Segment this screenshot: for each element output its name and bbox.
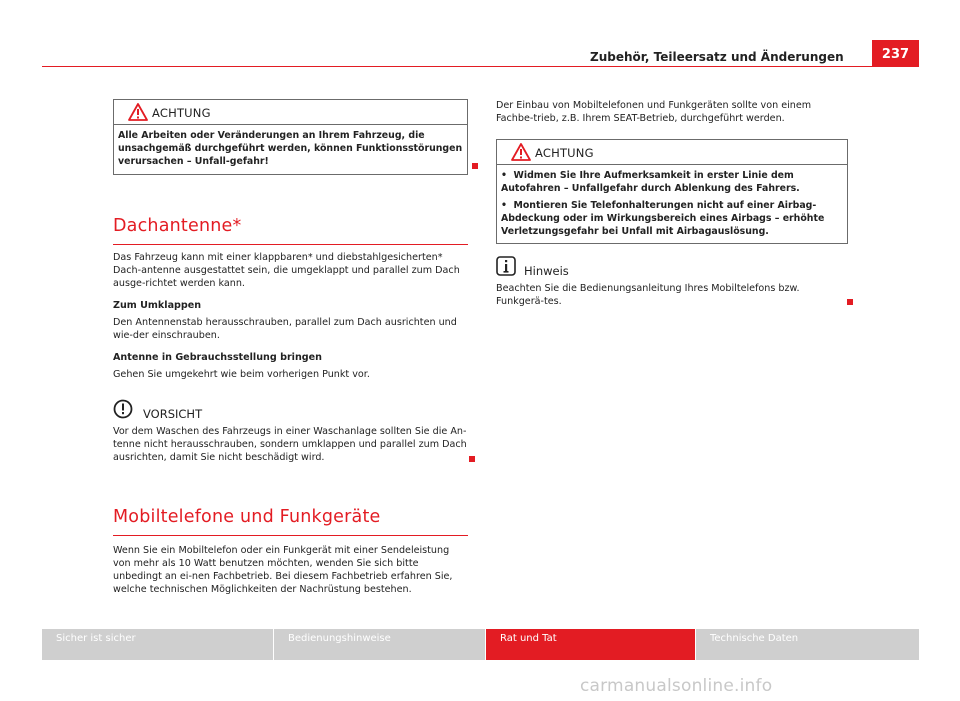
caution-title: VORSICHT (143, 407, 203, 421)
section-divider (113, 244, 468, 245)
header-divider (42, 66, 919, 67)
warning-triangle-icon (128, 103, 148, 121)
right-column (496, 99, 848, 307)
end-marker-icon (847, 299, 853, 305)
warning-triangle-icon (511, 143, 531, 161)
footer-tab-sicher[interactable]: Sicher ist sicher (42, 629, 273, 660)
page-number: 237 (872, 40, 919, 66)
warning-title: ACHTUNG (152, 106, 211, 120)
end-marker-icon (472, 163, 478, 169)
bullet-icon: • (501, 170, 507, 181)
section-divider (113, 535, 468, 536)
footer-tab-bedienung[interactable]: Bedienungshinweise (274, 629, 485, 660)
subheading-umklappen: Zum Umklappen (113, 300, 202, 311)
paragraph-dachantenne-intro: Das Fahrzeug kann mit einer klappbaren* und diebstahlgesicherten* Dach-antenne ausgestattet sein, die umgeklappt und parallel zum Dach ausge-richtet werden kann. (113, 252, 460, 289)
bullet-icon: • (501, 200, 507, 211)
left-column (113, 99, 468, 595)
page-header-title: Zubehör, Teileersatz und Änderungen (590, 50, 844, 64)
subheading-gebrauchsstellung: Antenne in Gebrauchsstellung bringen (113, 352, 322, 363)
footer-tab-technische-daten[interactable]: Technische Daten (696, 629, 919, 660)
paragraph-umklappen: Den Antennenstab herausschrauben, parallel zum Dach ausrichten und wie-der einschrauben. (113, 317, 457, 341)
paragraph-einbau: Der Einbau von Mobiltelefonen und Funkgeräten sollte von einem Fachbe-trieb, z.B. Ihrem SEAT-Betrieb, durchgeführt werden. (496, 100, 812, 124)
paragraph-mobiltelefone: Wenn Sie ein Mobiltelefon oder ein Funkgerät mit einer Sendeleistung von mehr als 10 Watt benutzen möchten, wenden Sie sich bitte unbedingt an ei-nen Fachbetrieb. Bei diesem Fachbetrieb erfahren Sie, welche technischen Möglichkeiten der Nachrüstung bestehen. (113, 545, 453, 595)
warning-title: ACHTUNG (535, 146, 594, 160)
warning-box-achtung-2 (496, 139, 848, 244)
notice-text: Beachten Sie die Bedienungsanleitung Ihres Mobiltelefons bzw. Funkgerä-tes. (496, 283, 800, 307)
section-heading-dachantenne: Dachantenne* (113, 216, 242, 236)
warning-bullet-1: • Widmen Sie Ihre Aufmerksamkeit in erster Linie dem Autofahren – Unfallgefahr durch Ablenkung des Fahrers. (501, 170, 800, 194)
end-marker-icon (469, 456, 475, 462)
footer-nav (42, 629, 919, 660)
warning-bullet-2: • Montieren Sie Telefonhalterungen nicht auf einer Airbag-Abdeckung oder im Wirkungsbereich eines Airbags – erhöhte Verletzungsgefahr bei Unfall mit Airbagauslösung. (501, 200, 825, 237)
notice-title: Hinweis (524, 264, 569, 278)
warning-header (114, 100, 467, 125)
warning-box-achtung (113, 99, 468, 175)
paragraph-gebrauchsstellung: Gehen Sie umgekehrt wie beim vorherigen Punkt vor. (113, 369, 370, 380)
footer-tab-rat-und-tat[interactable]: Rat und Tat (486, 629, 695, 660)
warning-header (497, 140, 847, 165)
section-heading-mobiltelefone: Mobiltelefone und Funkgeräte (113, 507, 381, 527)
caution-text: Vor dem Waschen des Fahrzeugs in einer Waschanlage sollten Sie die An-tenne nicht herausschrauben, sondern umklappen und parallel zum Dach ausrichten, damit Sie nicht beschädigt wird. (113, 426, 467, 463)
warning-text: Alle Arbeiten oder Veränderungen an Ihrem Fahrzeug, die unsachgemäß durchgeführt werden, können Funktionsstörungen verursachen – Unfall-gefahr! (118, 130, 463, 167)
watermark: carmanualsonline.info (580, 676, 773, 696)
caution-exclamation-icon (113, 399, 133, 419)
info-note-icon (496, 256, 516, 276)
